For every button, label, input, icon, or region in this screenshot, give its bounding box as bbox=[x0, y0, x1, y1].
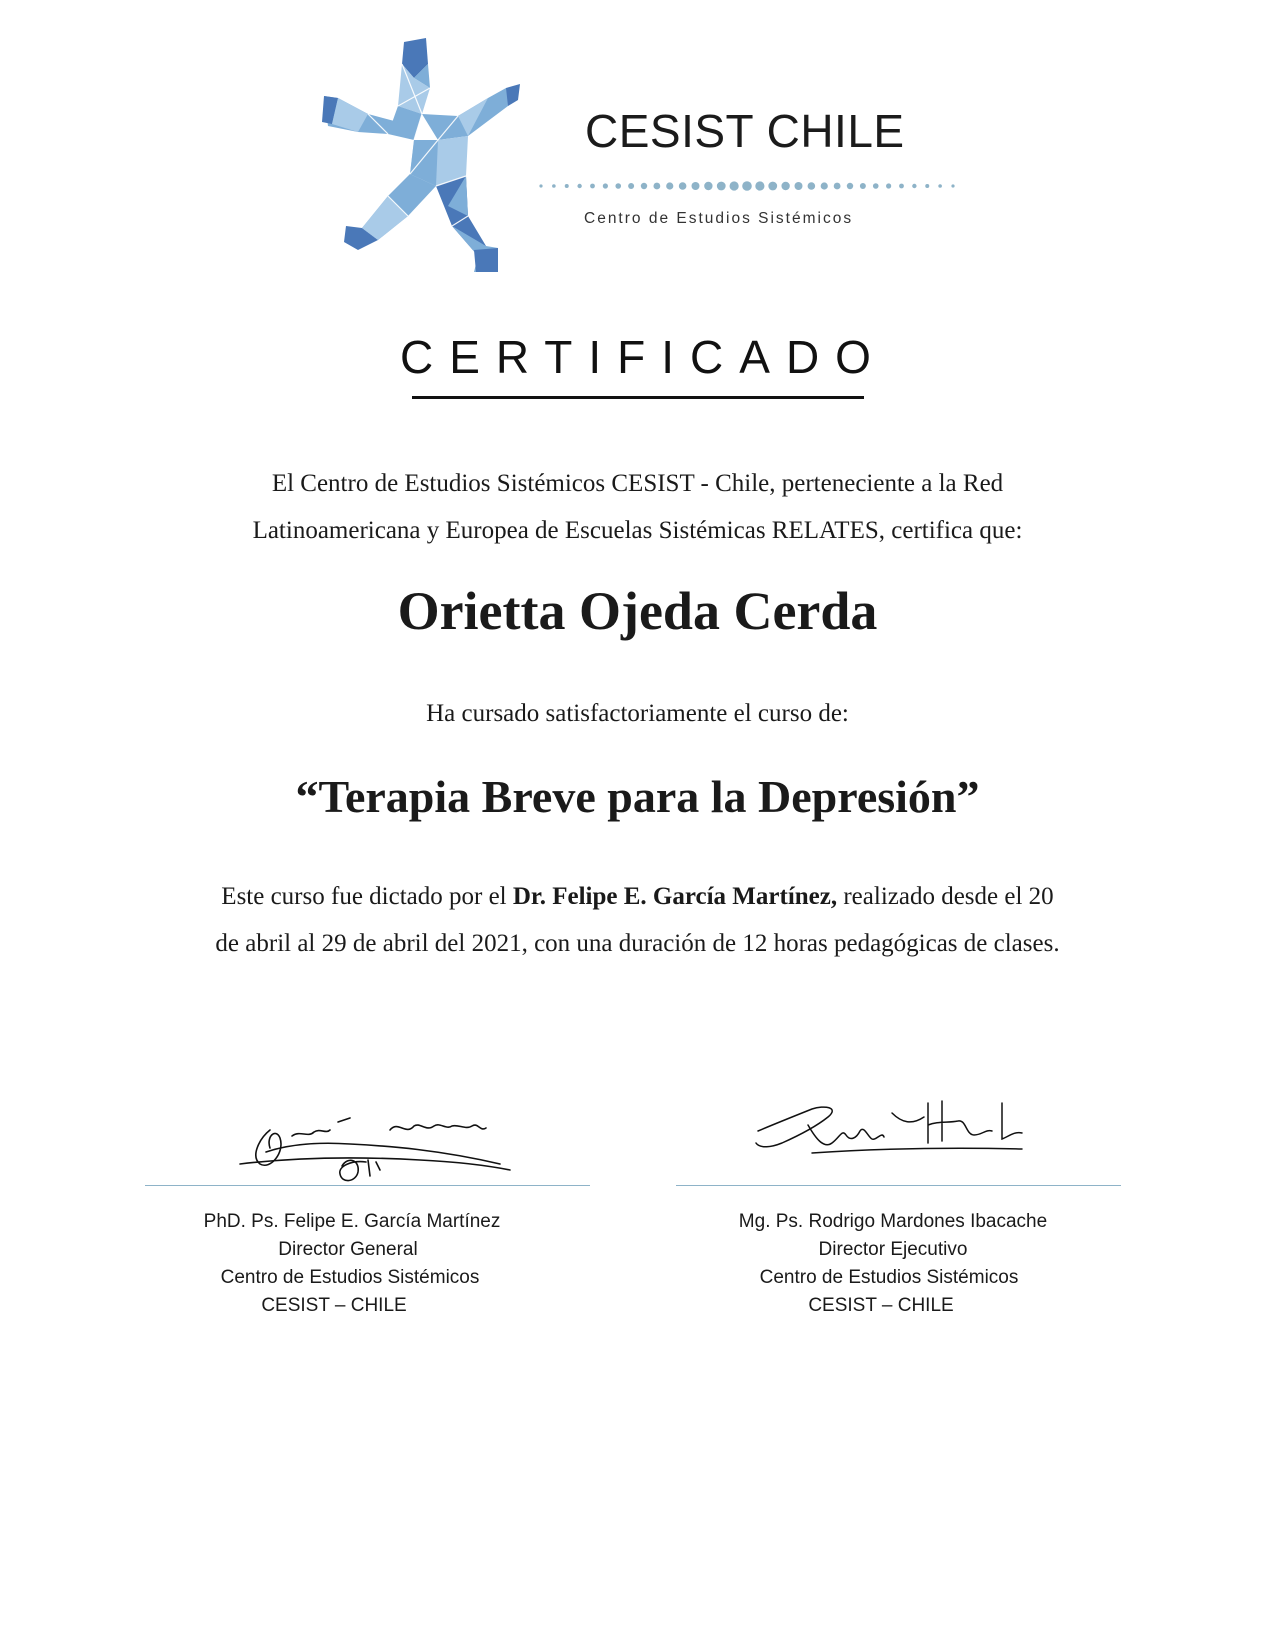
signatory-right bbox=[683, 1208, 1103, 1320]
instructor-name: Dr. Felipe E. García Martínez, bbox=[512, 883, 838, 910]
signatory-right-org: Centro de Estudios Sistémicos bbox=[759, 1267, 1019, 1288]
divider-dot bbox=[692, 182, 700, 190]
signature-line-left bbox=[145, 1185, 590, 1186]
signatory-left-org: Centro de Estudios Sistémicos bbox=[220, 1267, 480, 1288]
divider-dot bbox=[847, 183, 853, 189]
dotted-divider bbox=[537, 180, 957, 192]
divider-dot bbox=[717, 182, 726, 191]
intro-line-1: El Centro de Estudios Sistémicos CESIST - Chile, perteneciente a la Red bbox=[271, 470, 1004, 497]
divider-dot bbox=[603, 183, 608, 188]
divider-dot bbox=[808, 182, 816, 190]
divider-dot bbox=[539, 184, 542, 187]
divider-dot bbox=[577, 184, 581, 188]
divider-dot bbox=[552, 184, 556, 188]
details-prefix: Este curso fue dictado por el bbox=[221, 883, 513, 910]
divider-dot bbox=[951, 184, 954, 187]
divider-dot bbox=[666, 182, 673, 189]
divider-dot bbox=[590, 184, 595, 189]
intro-paragraph bbox=[160, 460, 1115, 554]
brand-name: CESIST CHILE bbox=[585, 105, 905, 157]
divider-dot bbox=[938, 184, 942, 188]
divider-dot bbox=[565, 184, 569, 188]
divider-dot bbox=[925, 184, 929, 188]
intro-line-2: Latinoamericana y Europea de Escuelas Sistémicas RELATES, certifica que: bbox=[252, 517, 1023, 544]
divider-dot bbox=[730, 181, 739, 190]
star-figure-icon bbox=[318, 36, 532, 274]
signatory-left-role: Director General bbox=[278, 1239, 418, 1260]
details-line-2: de abril al 29 de abril del 2021, con una duración de 12 horas pedagógicas de clases. bbox=[215, 930, 1060, 957]
brand-subtitle: Centro de Estudios Sistémicos bbox=[584, 210, 854, 227]
course-name: “Terapia Breve para la Depresión” bbox=[295, 771, 980, 822]
completion-statement: Ha cursado satisfactoriamente el curso de: bbox=[426, 700, 849, 727]
divider-dot bbox=[615, 183, 621, 189]
divider-dot bbox=[653, 183, 660, 190]
signatory-right-name: Mg. Ps. Rodrigo Mardones Ibacache bbox=[738, 1211, 1048, 1232]
divider-dot bbox=[641, 183, 647, 189]
details-suffix: realizado desde el 20 bbox=[837, 883, 1054, 910]
divider-dot bbox=[795, 182, 803, 190]
divider-dot bbox=[899, 184, 904, 189]
signature-left bbox=[230, 1108, 530, 1188]
divider-dot bbox=[821, 182, 828, 189]
signatory-left-name: PhD. Ps. Felipe E. García Martínez bbox=[203, 1211, 501, 1232]
divider-dot bbox=[912, 184, 916, 188]
divider-dot bbox=[679, 182, 687, 190]
divider-dot bbox=[834, 183, 841, 190]
divider-dot bbox=[886, 183, 891, 188]
divider-dot bbox=[781, 182, 789, 190]
course-details bbox=[150, 873, 1125, 967]
recipient-name: Orietta Ojeda Cerda bbox=[397, 581, 878, 641]
signatory-left bbox=[130, 1208, 550, 1320]
title-underline bbox=[412, 396, 864, 399]
divider-dot bbox=[742, 181, 752, 191]
details-line-1 bbox=[150, 873, 1125, 920]
signatory-left-org-short: CESIST – CHILE bbox=[261, 1295, 407, 1316]
signatory-right-org-short: CESIST – CHILE bbox=[808, 1295, 954, 1316]
divider-dot bbox=[860, 183, 866, 189]
signature-right bbox=[752, 1095, 1057, 1175]
divider-dot bbox=[628, 183, 634, 189]
signatory-right-role: Director Ejecutivo bbox=[818, 1239, 968, 1260]
divider-dot bbox=[873, 183, 879, 189]
divider-dot bbox=[755, 181, 764, 190]
divider-dot bbox=[768, 182, 777, 191]
signature-line-right bbox=[676, 1185, 1121, 1186]
certificate-title: CERTIFICADO bbox=[400, 331, 887, 383]
divider-dot bbox=[704, 182, 712, 190]
